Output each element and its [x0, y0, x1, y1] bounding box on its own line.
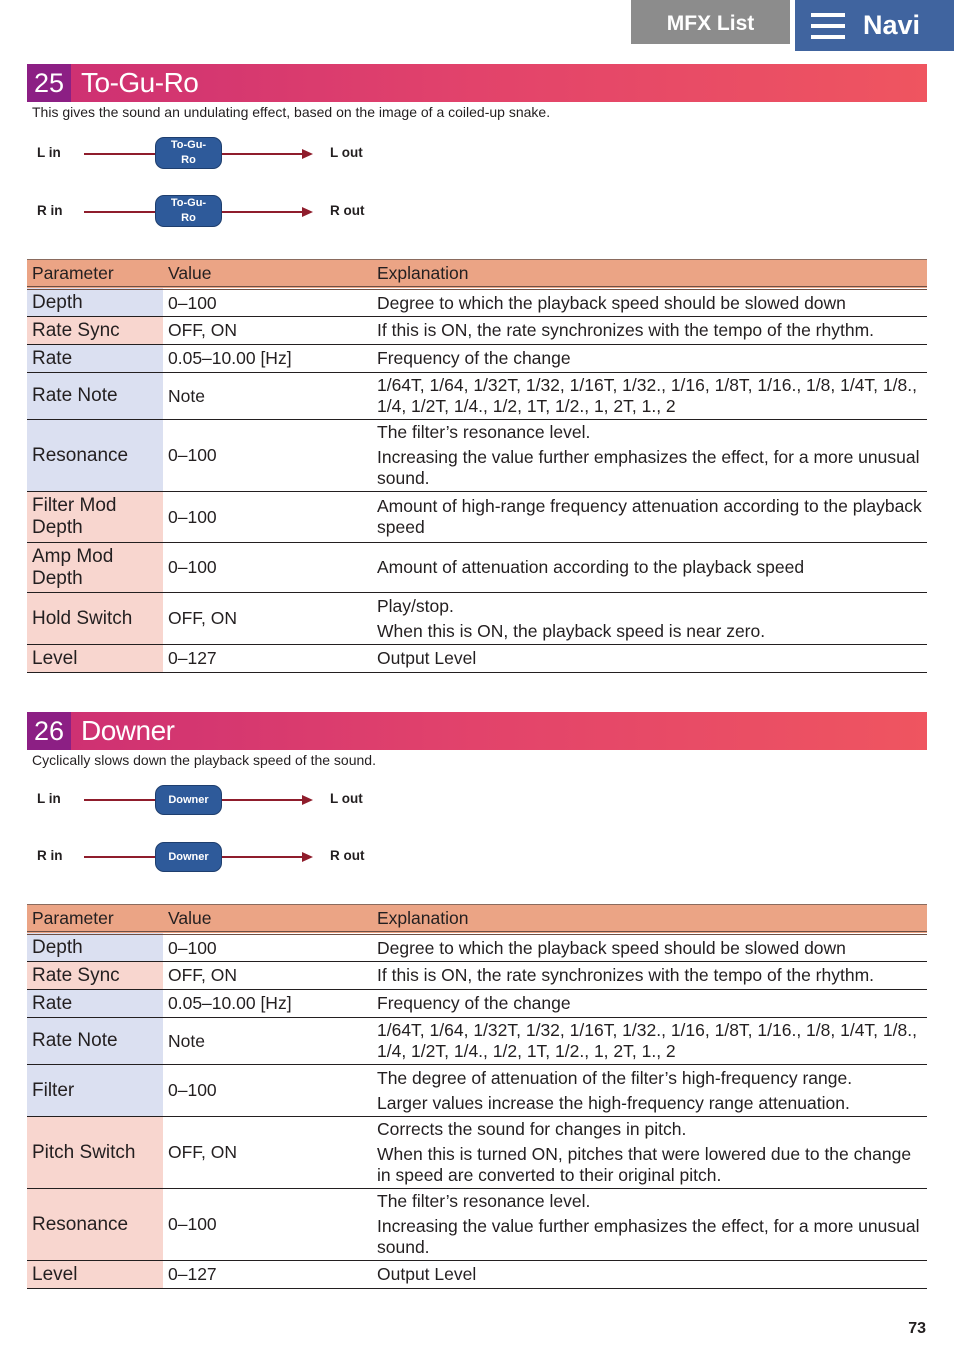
param-name: Filter Mod Depth [27, 492, 163, 543]
section-title: Downer [81, 715, 175, 746]
param-value: Note [163, 373, 372, 420]
param-explanation: If this is ON, the rate synchronizes with the tempo of the rhythm. [372, 962, 927, 990]
param-explanation: Frequency of the change [372, 345, 927, 373]
param-value: 0.05–10.00 [Hz] [163, 345, 372, 373]
l-out-label: L out [330, 791, 363, 806]
param-name: Rate Note [27, 373, 163, 420]
param-value: 0–100 [163, 420, 372, 492]
param-explanation: 1/64T, 1/64, 1/32T, 1/32, 1/16T, 1/32., 1/16, 1/8T, 1/16., 1/8, 1/4T, 1/8., 1/4, 1/2T, 1/4., 1/2, 1T, 1/2., 1, 2T, 1., 2 [372, 1018, 927, 1065]
param-name: Rate Note [27, 1018, 163, 1065]
mfx-list-button[interactable] [631, 0, 790, 44]
navi-button[interactable] [795, 0, 954, 51]
header-explanation: Explanation [372, 260, 927, 289]
section-header-26 [27, 712, 927, 750]
r-out-label: R out [330, 203, 365, 218]
param-name: Depth [27, 288, 163, 317]
param-value: 0–100 [163, 288, 372, 317]
table-row [27, 345, 927, 373]
param-value: 0–127 [163, 645, 372, 673]
menu-icon [811, 13, 845, 39]
flow-line [222, 799, 302, 801]
effect-block-left: To-Gu- Ro [155, 137, 222, 169]
param-value: 0–100 [163, 543, 372, 593]
param-name: Pitch Switch [27, 1117, 163, 1189]
param-name: Hold Switch [27, 593, 163, 645]
param-name: Amp Mod Depth [27, 543, 163, 593]
param-value: Note [163, 1018, 372, 1065]
parameter-table-25 [27, 259, 927, 673]
table-row [27, 962, 927, 990]
param-value: 0–127 [163, 1261, 372, 1289]
table-row [27, 1189, 927, 1261]
param-name: Rate [27, 345, 163, 373]
section-number: 25 [27, 64, 71, 102]
param-explanation: The filter’s resonance level. Increasing the value further emphasizes the effect, for a more unusual sound. [372, 420, 927, 492]
table-row [27, 1065, 927, 1117]
param-explanation: Output Level [372, 645, 927, 673]
param-name: Level [27, 1261, 163, 1289]
r-in-label: R in [37, 848, 63, 863]
param-value: OFF, ON [163, 317, 372, 345]
param-value: 0–100 [163, 1065, 372, 1117]
header-value: Value [163, 260, 372, 289]
section-description: Cyclically slows down the playback speed of the sound. [32, 752, 376, 768]
param-explanation: Output Level [372, 1261, 927, 1289]
param-name: Resonance [27, 1189, 163, 1261]
section-header-25 [27, 64, 927, 102]
param-value: 0–100 [163, 1189, 372, 1261]
param-explanation: Amount of attenuation according to the playback speed [372, 543, 927, 593]
arrow-right-icon [302, 149, 313, 159]
mfx-list-label: MFX List [666, 12, 755, 35]
table-row [27, 593, 927, 645]
param-explanation: Degree to which the playback speed should be slowed down [372, 288, 927, 317]
param-explanation: Corrects the sound for changes in pitch. When this is turned ON, pitches that were lowered due to the change in speed are converted to their original pitch. [372, 1117, 927, 1189]
r-in-label: R in [37, 203, 63, 218]
flow-line [222, 856, 302, 858]
table-header-row [27, 905, 927, 934]
parameter-table-26 [27, 904, 927, 1289]
table-row [27, 1018, 927, 1065]
table-row [27, 1117, 927, 1189]
arrow-right-icon [302, 795, 313, 805]
param-value: OFF, ON [163, 593, 372, 645]
param-name: Resonance [27, 420, 163, 492]
header-explanation: Explanation [372, 905, 927, 934]
effect-block-right: To-Gu- Ro [155, 195, 222, 227]
navi-label: Navi [863, 10, 921, 40]
table-row [27, 645, 927, 673]
param-explanation: Play/stop. When this is ON, the playback speed is near zero. [372, 593, 927, 645]
table-row [27, 288, 927, 317]
flow-line [84, 856, 156, 858]
flow-line [84, 153, 156, 155]
arrow-right-icon [302, 852, 313, 862]
table-row [27, 373, 927, 420]
table-row [27, 317, 927, 345]
param-name: Depth [27, 933, 163, 962]
param-name: Rate Sync [27, 317, 163, 345]
param-name: Filter [27, 1065, 163, 1117]
param-value: OFF, ON [163, 962, 372, 990]
param-explanation: Amount of high-range frequency attenuation according to the playback speed [372, 492, 927, 543]
flow-line [84, 211, 156, 213]
table-row [27, 990, 927, 1018]
l-out-label: L out [330, 145, 363, 160]
page-number: 73 [908, 1320, 926, 1337]
flow-line [222, 211, 302, 213]
table-row [27, 933, 927, 962]
l-in-label: L in [37, 791, 61, 806]
section-description: This gives the sound an undulating effect, based on the image of a coiled-up snake. [32, 104, 551, 120]
param-value: 0.05–10.00 [Hz] [163, 990, 372, 1018]
param-explanation: Frequency of the change [372, 990, 927, 1018]
table-row [27, 1261, 927, 1289]
param-name: Rate Sync [27, 962, 163, 990]
header-parameter: Parameter [27, 260, 163, 289]
flow-line [84, 799, 156, 801]
param-name: Level [27, 645, 163, 673]
table-header-row [27, 260, 927, 289]
param-value: OFF, ON [163, 1117, 372, 1189]
param-name: Rate [27, 990, 163, 1018]
flow-line [222, 153, 302, 155]
effect-block-right: Downer [155, 842, 222, 872]
header-parameter: Parameter [27, 905, 163, 934]
param-explanation: 1/64T, 1/64, 1/32T, 1/32, 1/16T, 1/32., 1/16, 1/8T, 1/16., 1/8, 1/4T, 1/8., 1/4, 1/2T, 1/4., 1/2, 1T, 1/2., 1, 2T, 1., 2 [372, 373, 927, 420]
param-value: 0–100 [163, 933, 372, 962]
param-value: 0–100 [163, 492, 372, 543]
header-value: Value [163, 905, 372, 934]
param-explanation: If this is ON, the rate synchronizes with the tempo of the rhythm. [372, 317, 927, 345]
param-explanation: The degree of attenuation of the filter’s high-frequency range. Larger values increase the high-frequency range attenuation. [372, 1065, 927, 1117]
section-title: To-Gu-Ro [81, 67, 199, 98]
table-row [27, 543, 927, 593]
l-in-label: L in [37, 145, 61, 160]
effect-block-left: Downer [155, 785, 222, 815]
param-explanation: Degree to which the playback speed should be slowed down [372, 933, 927, 962]
param-explanation: The filter’s resonance level. Increasing the value further emphasizes the effect, for a more unusual sound. [372, 1189, 927, 1261]
section-number: 26 [27, 712, 71, 750]
table-row [27, 492, 927, 543]
signal-flow-diagram [27, 136, 407, 236]
r-out-label: R out [330, 848, 365, 863]
arrow-right-icon [302, 207, 313, 217]
table-row [27, 420, 927, 492]
signal-flow-diagram [27, 783, 407, 883]
